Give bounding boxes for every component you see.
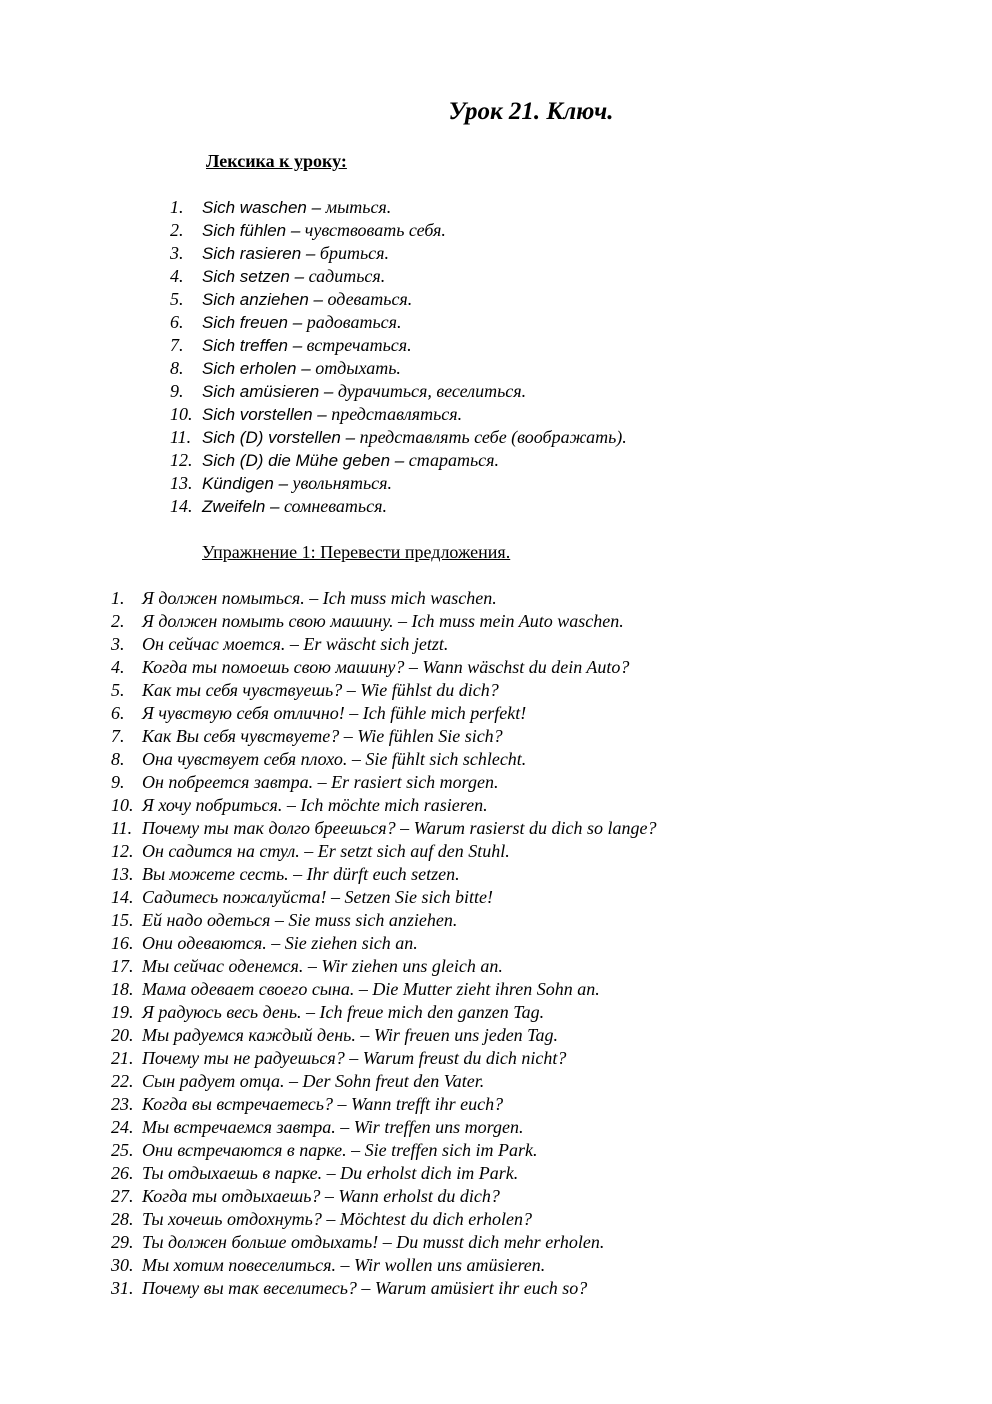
- german-term: Sich amüsieren –: [202, 382, 334, 401]
- item-number: 31.: [111, 1278, 134, 1298]
- item-number: 1.: [170, 197, 184, 217]
- item-number: 20.: [111, 1025, 134, 1045]
- item-number: 10.: [111, 795, 134, 815]
- list-item: [111, 633, 657, 656]
- russian-translation: представлять себе (воображать).: [355, 427, 627, 447]
- russian-translation: садиться.: [304, 266, 386, 286]
- russian-translation: стараться.: [404, 450, 499, 470]
- list-item: [111, 1070, 657, 1093]
- russian-translation: сомневаться.: [279, 496, 387, 516]
- german-term: Sich freuen –: [202, 313, 303, 332]
- item-number: 1.: [111, 588, 125, 608]
- list-item: [111, 886, 657, 909]
- item-number: 7.: [111, 726, 125, 746]
- list-item: [170, 311, 627, 334]
- sentence-text: Я хочу побриться. – Ich möchte mich rasieren.: [142, 795, 488, 815]
- item-number: 28.: [111, 1209, 134, 1229]
- sentence-text: Я чувствую себя отлично! – Ich fühle mich perfekt!: [142, 703, 527, 723]
- sentence-text: Мама одевает своего сына. – Die Mutter zieht ihren Sohn an.: [142, 979, 600, 999]
- item-number: 13.: [170, 473, 193, 493]
- item-number: 11.: [111, 818, 133, 838]
- sentence-text: Почему ты так долго бреешься? – Warum rasierst du dich so lange?: [142, 818, 657, 838]
- item-number: 21.: [111, 1048, 134, 1068]
- sentence-text: Как Вы себя чувствуете? – Wie fühlen Sie sich?: [142, 726, 503, 746]
- sentence-text: Садитесь пожалуйста! – Setzen Sie sich bitte!: [142, 887, 493, 907]
- sentence-text: Мы хотим повеселиться. – Wir wollen uns amüsieren.: [142, 1255, 546, 1275]
- sentence-text: Мы встречаемся завтра. – Wir treffen uns morgen.: [142, 1117, 524, 1137]
- sentence-text: Она чувствует себя плохо. – Sie fühlt sich schlecht.: [142, 749, 527, 769]
- german-term: Sich setzen –: [202, 267, 305, 286]
- list-item: [111, 771, 657, 794]
- item-number: 10.: [170, 404, 193, 424]
- list-item: [111, 679, 657, 702]
- list-item: [111, 587, 657, 610]
- item-number: 3.: [170, 243, 184, 263]
- list-item: [170, 403, 627, 426]
- item-number: 13.: [111, 864, 134, 884]
- russian-translation: представляться.: [326, 404, 463, 424]
- list-item: [111, 840, 657, 863]
- item-number: 5.: [111, 680, 125, 700]
- list-item: [111, 1231, 657, 1254]
- item-number: 8.: [170, 358, 184, 378]
- list-item: [111, 955, 657, 978]
- list-item: [111, 1277, 657, 1300]
- german-term: Kündigen –: [202, 474, 289, 493]
- sentence-text: Мы радуемся каждый день. – Wir freuen uns jeden Tag.: [142, 1025, 559, 1045]
- german-term: Sich vorstellen –: [202, 405, 327, 424]
- item-number: 12.: [111, 841, 134, 861]
- item-number: 5.: [170, 289, 184, 309]
- item-number: 29.: [111, 1232, 134, 1252]
- german-term: Zweifeln –: [202, 497, 280, 516]
- list-item: [111, 817, 657, 840]
- list-item: [170, 334, 627, 357]
- list-item: [111, 1093, 657, 1116]
- list-item: [170, 426, 627, 449]
- list-item: [111, 909, 657, 932]
- list-item: [111, 748, 657, 771]
- sentence-text: Он сейчас моется. – Er wäscht sich jetzt.: [142, 634, 449, 654]
- russian-translation: дурачиться, веселиться.: [333, 381, 527, 401]
- list-item: [111, 1024, 657, 1047]
- item-number: 22.: [111, 1071, 134, 1091]
- german-term: Sich treffen –: [202, 336, 303, 355]
- exercise-heading: Упражнение 1: Перевести предложения.: [202, 542, 511, 562]
- german-term: Sich erholen –: [202, 359, 311, 378]
- sentence-text: Они одеваются. – Sie ziehen sich an.: [142, 933, 418, 953]
- list-item: [111, 978, 657, 1001]
- list-item: [111, 1139, 657, 1162]
- item-number: 23.: [111, 1094, 134, 1114]
- list-item: [111, 1047, 657, 1070]
- item-number: 24.: [111, 1117, 134, 1137]
- sentence-text: Ей надо одеться – Sie muss sich anziehen.: [142, 910, 458, 930]
- sentence-text: Я радуюсь весь день. – Ich freue mich den ganzen Tag.: [142, 1002, 545, 1022]
- sentence-text: Я должен помыться. – Ich muss mich waschen.: [142, 588, 497, 608]
- vocab-list: [170, 196, 627, 518]
- item-number: 14.: [111, 887, 134, 907]
- sentence-text: Когда вы встречаетесь? – Wann trefft ihr euch?: [142, 1094, 504, 1114]
- sentence-text: Он побреется завтра. – Er rasiert sich morgen.: [142, 772, 499, 792]
- list-item: [111, 794, 657, 817]
- list-item: [170, 242, 627, 265]
- german-term: Sich anziehen –: [202, 290, 323, 309]
- item-number: 25.: [111, 1140, 134, 1160]
- list-item: [170, 265, 627, 288]
- list-item: [170, 196, 627, 219]
- item-number: 4.: [170, 266, 184, 286]
- russian-translation: встречаться.: [302, 335, 412, 355]
- item-number: 9.: [111, 772, 125, 792]
- item-number: 30.: [111, 1255, 134, 1275]
- item-number: 19.: [111, 1002, 134, 1022]
- list-item: [111, 610, 657, 633]
- item-number: 27.: [111, 1186, 134, 1206]
- sentence-text: Когда ты помоешь свою машину? – Wann wäschst du dein Auto?: [142, 657, 630, 677]
- item-number: 11.: [170, 427, 192, 447]
- list-item: [170, 288, 627, 311]
- sentence-text: Мы сейчас оденемся. – Wir ziehen uns gleich an.: [142, 956, 503, 976]
- item-number: 12.: [170, 450, 193, 470]
- item-number: 3.: [111, 634, 125, 654]
- item-number: 4.: [111, 657, 125, 677]
- sentence-text: Он садится на стул. – Er setzt sich auf den Stuhl.: [142, 841, 510, 861]
- list-item: [111, 1162, 657, 1185]
- sentence-text: Вы можете сесть. – Ihr dürft euch setzen.: [142, 864, 460, 884]
- item-number: 26.: [111, 1163, 134, 1183]
- sentence-text: Ты отдыхаешь в парке. – Du erholst dich im Park.: [142, 1163, 519, 1183]
- sentence-text: Почему вы так веселитесь? – Warum amüsiert ihr euch so?: [142, 1278, 588, 1298]
- russian-translation: увольняться.: [288, 473, 393, 493]
- sentence-text: Ты хочешь отдохнуть? – Möchtest du dich erholen?: [142, 1209, 532, 1229]
- item-number: 15.: [111, 910, 134, 930]
- item-number: 17.: [111, 956, 134, 976]
- russian-translation: мыться.: [321, 197, 392, 217]
- sentence-text: Я должен помыть свою машину. – Ich muss mein Auto waschen.: [142, 611, 624, 631]
- item-number: 2.: [170, 220, 184, 240]
- item-number: 16.: [111, 933, 134, 953]
- list-item: [111, 932, 657, 955]
- list-item: [111, 1208, 657, 1231]
- russian-translation: чувствовать себя.: [300, 220, 446, 240]
- page-title: Урок 21. Ключ.: [448, 98, 614, 125]
- sentence-text: Они встречаются в парке. – Sie treffen sich im Park.: [142, 1140, 538, 1160]
- list-item: [111, 1185, 657, 1208]
- item-number: 8.: [111, 749, 125, 769]
- item-number: 6.: [111, 703, 125, 723]
- list-item: [111, 1116, 657, 1139]
- german-term: Sich (D) vorstellen –: [202, 428, 356, 447]
- list-item: [170, 219, 627, 242]
- list-item: [111, 725, 657, 748]
- sentence-text: Когда ты отдыхаешь? – Wann erholst du dich?: [142, 1186, 500, 1206]
- sentence-text: Сын радует отца. – Der Sohn freut den Vater.: [142, 1071, 485, 1091]
- russian-translation: одеваться.: [322, 289, 413, 309]
- german-term: Sich waschen –: [202, 198, 322, 217]
- item-number: 9.: [170, 381, 184, 401]
- russian-translation: бриться.: [315, 243, 389, 263]
- sentence-text: Почему ты не радуешься? – Warum freust du dich nicht?: [142, 1048, 567, 1068]
- sentence-list: [111, 587, 657, 1300]
- item-number: 18.: [111, 979, 134, 999]
- russian-translation: радоваться.: [302, 312, 402, 332]
- list-item: [170, 449, 627, 472]
- list-item: [111, 702, 657, 725]
- german-term: Sich rasieren –: [202, 244, 316, 263]
- sentence-text: Как ты себя чувствуешь? – Wie fühlst du dich?: [142, 680, 499, 700]
- german-term: Sich (D) die Mühe geben –: [202, 451, 405, 470]
- item-number: 7.: [170, 335, 184, 355]
- german-term: Sich fühlen –: [202, 221, 301, 240]
- list-item: [111, 656, 657, 679]
- list-item: [111, 1254, 657, 1277]
- sentence-text: Ты должен больше отдыхать! – Du musst dich mehr erholen.: [142, 1232, 605, 1252]
- vocab-heading: Лексика к уроку:: [206, 151, 347, 171]
- item-number: 14.: [170, 496, 193, 516]
- list-item: [111, 1001, 657, 1024]
- list-item: [170, 380, 627, 403]
- list-item: [170, 357, 627, 380]
- russian-translation: отдыхать.: [310, 358, 401, 378]
- list-item: [170, 495, 627, 518]
- list-item: [170, 472, 627, 495]
- item-number: 6.: [170, 312, 184, 332]
- item-number: 2.: [111, 611, 125, 631]
- list-item: [111, 863, 657, 886]
